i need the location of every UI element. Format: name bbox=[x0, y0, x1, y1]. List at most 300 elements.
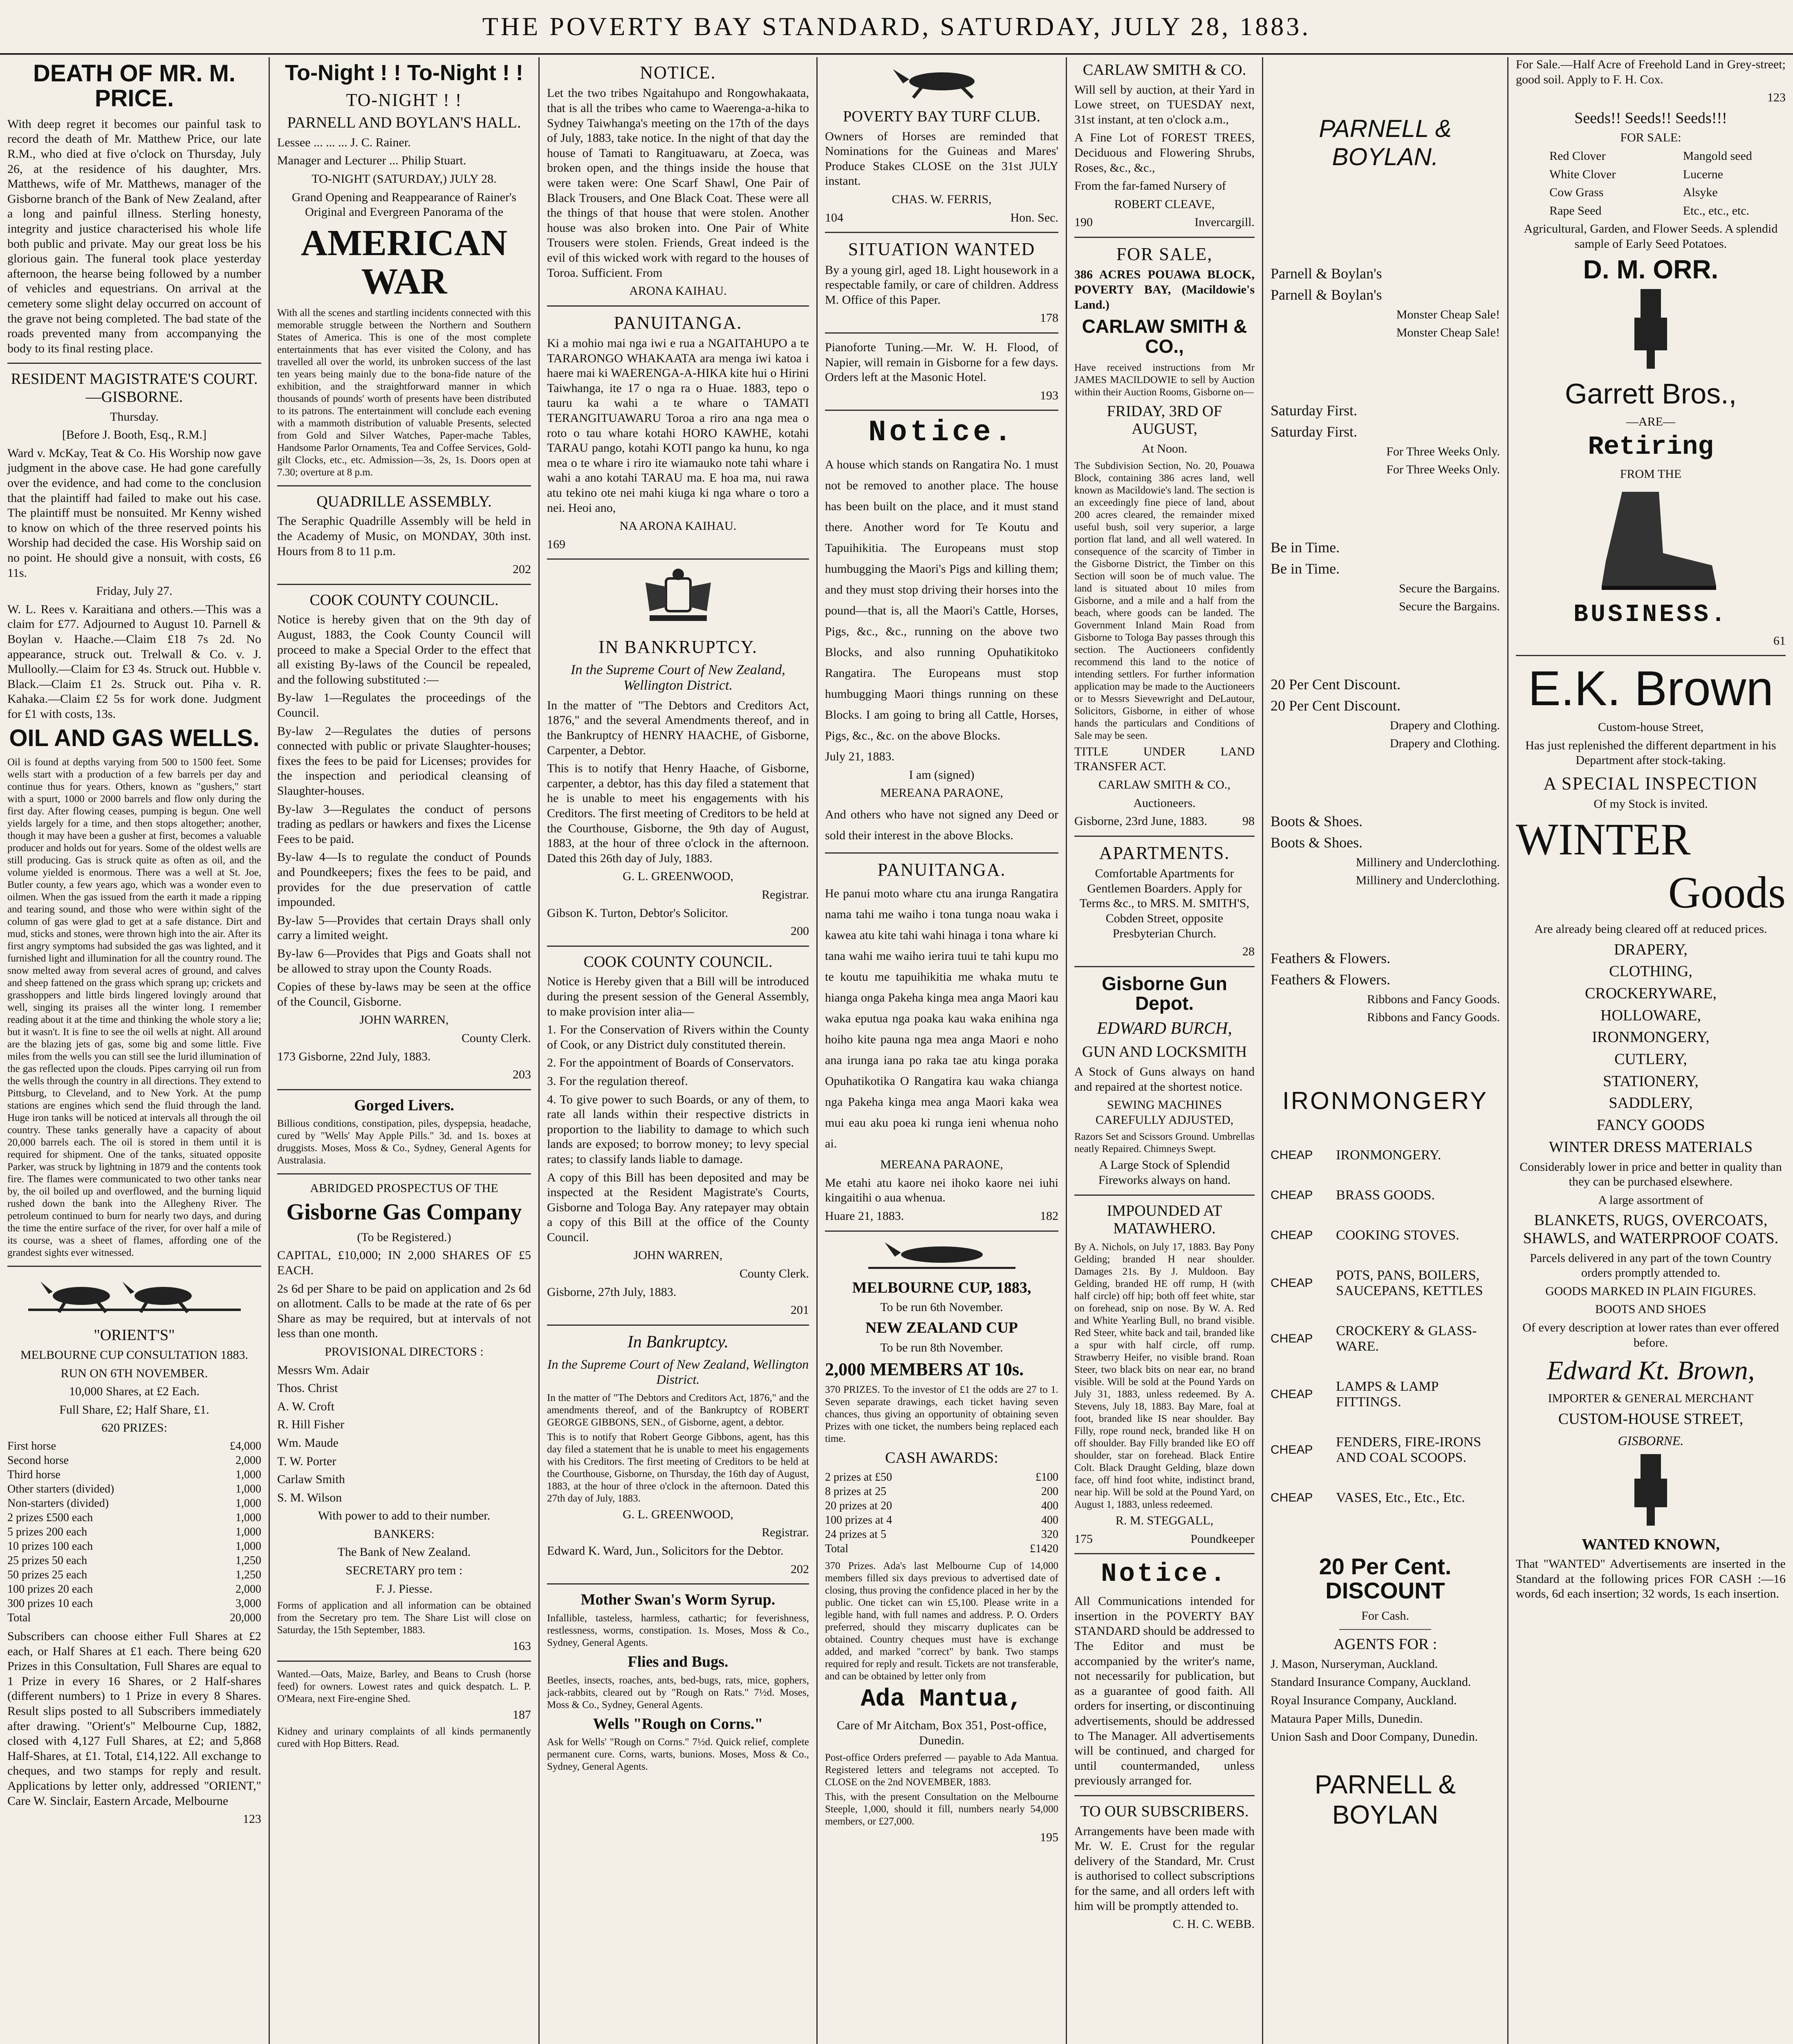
wanted-body: Wanted.—Oats, Maize, Barley, and Beans to Crush (horse feed) for owners. Lowest rates and quick despatch. L. P. O'Meara, next Fire-engine Shed. bbox=[277, 1668, 531, 1704]
cc2-item: 3. For the regulation thereof. bbox=[547, 1074, 688, 1088]
cheap-tag: CHEAP bbox=[1271, 1276, 1313, 1290]
prize-row-value: 1,250 bbox=[235, 1569, 261, 1582]
court-body: Ward v. McKay, Teat & Co. His Worship now gave judgment in the above case. He had gone carefully over the evidence, and had come to the conclusion that the plaintiff had failed to make out his case. The plaintiff must be nonsuited. Mr Kenny wished to know on which of the three reserved points his Worship had decided the case. His Worship said on no point. He should give a nonsuit, with costs, £6 11s. bbox=[7, 446, 261, 580]
prize-row-label: 100 prizes 20 each bbox=[7, 1583, 93, 1596]
subscribers-heading: TO OUR SUBSCRIBERS. bbox=[1080, 1803, 1249, 1820]
carlaw3: CARLAW SMITH & CO., bbox=[1098, 778, 1230, 791]
gun-razors: Razors Set and Scissors Ground. Umbrellas neatly Repaired. Chimneys Swept. bbox=[1074, 1131, 1255, 1155]
cheap-tag: CHEAP bbox=[1271, 1228, 1313, 1242]
cheap-row bbox=[1271, 1148, 1500, 1163]
cc-copies: Copies of these by-laws may be seen at the office of the Council, Gisborne. bbox=[277, 980, 531, 1009]
gas-power: With power to add to their number. bbox=[318, 1509, 491, 1523]
pointing-hand-icon bbox=[1516, 289, 1786, 375]
cheap-row bbox=[1271, 1434, 1500, 1466]
pb-line: Saturday First. bbox=[1271, 423, 1357, 440]
pb-sub: For Three Weeks Only. bbox=[1386, 444, 1500, 458]
director-name: Thos. Christ bbox=[277, 1381, 338, 1395]
wanted-body: That "WANTED" Advertisements are inserted in the Standard at the following prices FOR CASH :—16 words, 6d each insertion; 32 words, 1s each insertion. bbox=[1516, 1557, 1786, 1601]
seeds-heading: Seeds!! Seeds!! Seeds!!! bbox=[1574, 109, 1727, 127]
goods-item: STATIONERY, bbox=[1603, 1072, 1699, 1090]
cheap-tag: CHEAP bbox=[1271, 1148, 1313, 1162]
bylaw-list bbox=[277, 690, 531, 976]
situation-body: By a young girl, aged 18. Light housework in a respectable family, or care of children. Address M. Office of this Paper. bbox=[825, 263, 1058, 307]
bankruptcy-body: This is to notify that Henry Haache, of Gisborne, carpenter, a debtor, has this day filed a statement that he is unable to meet his engagements with his Creditors. The first meeting of Creditors to be held at the Courthouse, Gisborne, the 9th day of August, 1883, at the hour of three o'clock in the afternoon. Dated this 26th day of July, 1883. bbox=[547, 762, 809, 865]
manager: Manager and Lecturer ... Philip Stuart. bbox=[277, 154, 466, 168]
special-heading: A SPECIAL INSPECTION bbox=[1543, 773, 1758, 794]
carlaw-name: ROBERT CLEAVE, bbox=[1114, 197, 1215, 211]
cup-title: MELBOURNE CUP, 1883, bbox=[852, 1279, 1031, 1296]
prize-row-label: 10 prizes 100 each bbox=[7, 1540, 93, 1553]
ad-number: 178 bbox=[1040, 311, 1058, 325]
cc-heading: COOK COUNTY COUNCIL. bbox=[309, 591, 499, 609]
cheap-tag: CHEAP bbox=[1271, 1491, 1313, 1504]
prize-row bbox=[7, 1525, 261, 1539]
ad-number: 202 bbox=[791, 1562, 809, 1576]
pb-line: Parnell & Boylan's bbox=[1271, 286, 1382, 303]
seed-item: Mangold seed bbox=[1683, 149, 1752, 163]
cheap-item: POTS, PANS, BOILERS, SAUCEPANS, KETTLES bbox=[1336, 1268, 1483, 1298]
carlaw2-text: The Subdivision Section, No. 20, Pouawa Block, containing 386 acres land, well known as Macildowie's land. The section is an exceedingly fine piece of land, about 200 acres cleared, the remainder mixed useful bush, soil very superior, a large portion flat land, and all well watered. In consequence of the scarcity of Timber in the Gisborne District, the Timber on this Section will soon be of much value. The land is situated about 10 miles from Gisborne, and a mile and a half from the beach, where goods can be landed. The Government Inland Main Road from Gisborne to Tologa Bay passes through this section. The Auctioneers confidently recommend this land to the notice of intending settlers. For further information application may be made to the Auctioneers or to Messrs Sievewright and DeLautour, Solicitors, Gisborne, in either of whose hands the particulars and Conditions of Sale may be seen. bbox=[1074, 460, 1255, 741]
column-4 bbox=[818, 57, 1067, 2044]
replenished: Has just replenished the different department in his Department after stock-taking. bbox=[1525, 738, 1776, 767]
prize-row-value: 1,000 bbox=[235, 1511, 261, 1524]
pb-block bbox=[1271, 950, 1500, 1025]
pb-line: Boots & Shoes. bbox=[1271, 813, 1363, 829]
goods-heading: Goods bbox=[1668, 867, 1786, 917]
cash-row bbox=[825, 1499, 1058, 1513]
column-7 bbox=[1508, 57, 1793, 2044]
carlaw2-noon: At Noon. bbox=[1141, 442, 1188, 456]
ad-number: 193 bbox=[1040, 388, 1058, 402]
racehorse-icon bbox=[825, 63, 1058, 104]
turf-role: Hon. Sec. bbox=[1010, 211, 1058, 224]
carlaw2-date: FRIDAY, 3RD OF AUGUST, bbox=[1107, 402, 1222, 438]
ada-title: Ada Mantua, bbox=[861, 1685, 1023, 1714]
pb-sub: Millinery and Underclothing. bbox=[1356, 855, 1500, 869]
swan-heading: Mother Swan's Worm Syrup. bbox=[580, 1591, 775, 1609]
custom-house-2: CUSTOM-HOUSE STREET, bbox=[1558, 1410, 1744, 1428]
director-name: Carlaw Smith bbox=[277, 1472, 345, 1486]
cc-sign: JOHN WARREN, bbox=[359, 1013, 449, 1027]
impounded-heading: IMPOUNDED AT MATAWHERO. bbox=[1107, 1202, 1222, 1237]
court-body: W. L. Rees v. Karaitiana and others.—This was a claim for £77. Adjourned to August 10. Parnell & Boylan v. Haache.—Claim £18 7s 2d. No appearance, struck out. Trelwall & Co. v. J. Mulloolly.—Claim for £3 4s. Struck out. Hubble v. Black.—Claim £1 2s. Struck out. Piha v. R. Kahaka.—Claim £2 5s for work done. Judgment for £1 with costs, 13s. bbox=[7, 602, 261, 721]
gas-pre: ABRIDGED PROSPECTUS OF THE bbox=[310, 1181, 498, 1195]
subscribers-sign: C. H. C. WEBB. bbox=[1172, 1917, 1255, 1931]
carlaw2-heading: CARLAW SMITH & CO., bbox=[1082, 316, 1247, 357]
carlaw-heading: CARLAW SMITH & CO. bbox=[1083, 61, 1246, 78]
cash-row-label: 8 prizes at 25 bbox=[825, 1485, 887, 1498]
pb-block bbox=[1271, 539, 1500, 614]
column-2 bbox=[270, 57, 540, 2044]
ad-number: 203 bbox=[513, 1068, 531, 1082]
gas-bankers: BANKERS: bbox=[374, 1527, 435, 1541]
pb-block bbox=[1271, 402, 1500, 477]
column-5 bbox=[1067, 57, 1263, 2044]
opening-line: Grand Opening and Reappearance of Rainer's Original and Evergreen Panorama of the bbox=[291, 190, 517, 219]
pb-line: Be in Time. bbox=[1271, 539, 1340, 556]
pb-line: Feathers & Flowers. bbox=[1271, 950, 1390, 966]
bankruptcy-court: In the Supreme Court of New Zealand, Wellington District. bbox=[571, 662, 785, 693]
bankruptcy2-heading: In Bankruptcy. bbox=[627, 1332, 729, 1351]
agent-item: Mataura Paper Mills, Dunedin. bbox=[1271, 1712, 1423, 1726]
bylaw-item: By-law 3—Regulates the conduct of persons trading as pedlars or hawkers and fixes the License Fees to be paid. bbox=[277, 802, 531, 846]
gas-bank: The Bank of New Zealand. bbox=[337, 1545, 471, 1559]
ad-number: 28 bbox=[1242, 945, 1255, 959]
orients-prizes: 620 PRIZES: bbox=[101, 1421, 167, 1435]
gas-directors-title: PROVISIONAL DIRECTORS : bbox=[325, 1345, 484, 1358]
cash-row-label: Total bbox=[825, 1542, 849, 1555]
carlaw-body: Will sell by auction, at their Yard in Lowe street, on TUESDAY next, 31st instant, at ten o'clock a.m., bbox=[1074, 83, 1255, 126]
cc2-role: County Clerk. bbox=[740, 1267, 809, 1281]
quadrille-body: The Seraphic Quadrille Assembly will be held in the Academy of Music, on MONDAY, 30th inst. Hours from 8 to 11 p.m. bbox=[277, 514, 531, 558]
cash-awards-table bbox=[825, 1470, 1058, 1556]
boot-icon bbox=[1516, 488, 1786, 598]
prize-row-label: Third horse bbox=[7, 1468, 61, 1481]
court-before: [Before J. Booth, Esq., R.M.] bbox=[62, 428, 207, 442]
cash-awards-title: CASH AWARDS: bbox=[885, 1449, 998, 1466]
prize-row bbox=[7, 1582, 261, 1596]
lessee: Lessee ... ... ... J. C. Rainer. bbox=[277, 135, 411, 149]
prize-row-label: 300 prizes 10 each bbox=[7, 1597, 93, 1610]
panuitanga-body: He panui moto whare ctu ana irunga Rangatira nama tahi me waiho i tona tunga noau waka i kawea atu kite tahi wahi hinaga i tona whare ki tana wahi me waiho ierira tuui te tahi kupu mo te koutu me tapuihikitia me whaka mutu te hianga onga Pakeha kinga mea anga Maori kau waka eputua nga poaka kau waka enihina nga hoiho kite pauna nga mea anga Maori e noho ana irunga iana po raka tae atu kinga poraka Opuhatikotika O Rangatira kau waka chianga nga Pakeha kinga mea anga Maori kaka wea mui eau aku poea ki runga ieni whenua noho ai. bbox=[825, 887, 1058, 1151]
column-1 bbox=[0, 57, 270, 2044]
cc2-copy: A copy of this Bill has been deposited and may be inspected at the Resident Magistrate's Courts, Gisborne and Tologa Bay. Any ratepayer may obtain a copy of this Bill at the office of the County Council. bbox=[547, 1170, 809, 1244]
cheap-tag: CHEAP bbox=[1271, 1443, 1313, 1457]
boots-heading: BOOTS AND SHOES bbox=[1595, 1302, 1706, 1316]
ada-body: Post-office Orders preferred — payable to Ada Mantua. Registered letters and telegrams not accepted. To CLOSE on the 2nd NOVEMBER, 1883. bbox=[825, 1752, 1058, 1788]
cash-row bbox=[825, 1470, 1058, 1484]
bankruptcy2-court: In the Supreme Court of New Zealand, Wellington District. bbox=[547, 1356, 809, 1387]
cash-row bbox=[825, 1527, 1058, 1542]
coat-of-arms-icon bbox=[547, 566, 809, 632]
livers-body: Billious conditions, constipation, piles, dyspepsia, headache, cured by "Wells' May Apple Pills." 3d. and 1s. boxes at druggists. Moses, Moss & Co., Sydney, General Agents for Australasia. bbox=[277, 1118, 531, 1166]
custom-house: Custom-house Street, bbox=[1598, 720, 1704, 734]
agent-item: Union Sash and Door Company, Dunedin. bbox=[1271, 1730, 1478, 1744]
racehorse-icon bbox=[825, 1238, 1058, 1275]
prize-row bbox=[7, 1439, 261, 1453]
goods-item: CUTLERY, bbox=[1614, 1051, 1687, 1068]
agents-heading: AGENTS FOR : bbox=[1333, 1636, 1437, 1653]
gun-trade: GUN AND LOCKSMITH bbox=[1082, 1043, 1247, 1061]
pb-sub: Secure the Bargains. bbox=[1399, 581, 1500, 595]
panuitanga-heading: PANUITANGA. bbox=[877, 859, 1006, 880]
war-body: With all the scenes and startling incidents connected with this memorable struggle between the Northern and Southern States of America. This is one of the most complete entertainments that has ever visited the Colony, and has travelled all over the world, its unbroken success of the last ten years being mainly due to the bona-fide nature of the exhibition, and the straightforward manner in which thousands of pounds' worth of presents have been distributed to its patrons. The entertainment will conclude each evening with a mammoth distribution of valuable Presents, selected from Gold and Silver Watches, Paper-mache Tables, Handsome Parlor Ornaments, Tea and Coffee Services, Gold-gilt Clocks, etc., etc. Admission—3s, 2s, 1s. Doors open at 7.30; overture at 8 p.m. bbox=[277, 307, 531, 478]
pb-line: Saturday First. bbox=[1271, 402, 1357, 419]
cc2-heading: COOK COUNTY COUNCIL. bbox=[583, 953, 773, 970]
prize-row-label: First horse bbox=[7, 1440, 56, 1453]
prize-row-label: 5 prizes 200 each bbox=[7, 1526, 87, 1539]
panuitanga-body: Ki a mohio mai nga iwi e rua a NGAITAHUPO a te TARARONGO WHAKAATA ara menga iwi katoa i haere mai ki WAERENGA-A-HIKA kite hui o Hirini Taiwhanga, ite 17 o nga ra o Huae. 1883, tepo o tauru ka wahi a te whare o TAMATI TERANGITUAWARU Toroa a riro ana nga mea o roto o tau whare kotahi HORO KAWHE, kotahi TARAU pango, kotahi KOTI pango ka hunu, ko nga mea o te whare i riro ite wiamauko note tahi whare i wahi a ano kotahi TARAU ma. E hoa ma, nui rawa atu tekino ote nei mahi kiuga ki nga whare o toro a nei. Heoi ano, bbox=[547, 336, 809, 515]
wanted-heading: WANTED KNOWN, bbox=[1582, 1535, 1720, 1553]
prize-row bbox=[7, 1539, 261, 1553]
cash-row-label: 24 prizes at 5 bbox=[825, 1528, 887, 1541]
hall-name: PARNELL AND BOYLAN'S HALL. bbox=[287, 114, 521, 132]
notice-heading: Notice. bbox=[1101, 1560, 1228, 1589]
cc-role: County Clerk. bbox=[462, 1031, 531, 1045]
turf-heading: POVERTY BAY TURF CLUB. bbox=[843, 108, 1040, 125]
gas-forms: Forms of application and all information can be obtained from the Secretary pro tem. The Share List will close on Saturday, the 15th September, 1883. bbox=[277, 1600, 531, 1636]
panuitanga-sign: NA ARONA KAIHAU. bbox=[619, 519, 737, 533]
prize-row-value: 1,000 bbox=[235, 1540, 261, 1553]
goods-list bbox=[1516, 941, 1786, 1134]
notice-heading: NOTICE. bbox=[640, 63, 716, 83]
carlaw3-date: Gisborne, 23rd June, 1883. bbox=[1074, 814, 1207, 828]
goods-item: SADDLERY, bbox=[1609, 1094, 1693, 1112]
pb-line: Feathers & Flowers. bbox=[1271, 971, 1390, 988]
livers-heading: Gorged Livers. bbox=[354, 1096, 454, 1114]
orients-title: "ORIENT'S" bbox=[94, 1327, 175, 1344]
bankruptcy-matter: In the matter of "The Debtors and Creditors Act, 1876," and the several Amendments thereof, and in the Bankruptcy of HENRY HAACHE, of Gisborne, Carpenter, a Debtor. bbox=[547, 698, 809, 757]
sale-body: 386 ACRES POUAWA BLOCK, POVERTY BAY, (Macildowie's Land.) bbox=[1074, 268, 1255, 312]
cash-row bbox=[825, 1513, 1058, 1527]
bankruptcy2-solicitor: Edward K. Ward, Jun., Solicitors for the Debtor. bbox=[547, 1544, 784, 1558]
bylaw-item: By-law 1—Regulates the proceedings of the Council. bbox=[277, 691, 531, 720]
are-label: —ARE— bbox=[1626, 415, 1675, 429]
pb-sub: Monster Cheap Sale! bbox=[1396, 326, 1500, 340]
bylaw-item: By-law 2—Regulates the duties of persons connected with public or private Slaughter-houses; fixes the fees to be paid for Licenses; provides for the inspection and periodical cleansing of Slaughter-houses. bbox=[277, 724, 531, 798]
gun-heading: Gisborne Gun Depot. bbox=[1102, 973, 1227, 1014]
cheap-row bbox=[1271, 1188, 1500, 1203]
court-heading: RESIDENT MAGISTRATE'S COURT.—GISBORNE. bbox=[11, 370, 258, 406]
cup-run: To be run 8th November. bbox=[880, 1340, 1003, 1354]
seed-item: Alsyke bbox=[1683, 186, 1718, 199]
cheap-tag: CHEAP bbox=[1271, 1387, 1313, 1401]
pb-footer: PARNELL & BOYLAN bbox=[1314, 1769, 1456, 1829]
cc-body: Notice is hereby given that on the 9th day of August, 1883, the Cook County Council will proceed to make a Special Order to the effect that all existing By-laws of the Council be repealed, and the following substituted :— bbox=[277, 613, 531, 686]
cheap-row bbox=[1271, 1228, 1500, 1243]
ad-number: 123 bbox=[1767, 91, 1786, 105]
cash-row-label: 20 prizes at 20 bbox=[825, 1499, 892, 1513]
prize-row-label: Second horse bbox=[7, 1454, 69, 1467]
prize-row-label: Other starters (divided) bbox=[7, 1483, 114, 1496]
ad-number: 200 bbox=[791, 924, 809, 938]
gas-body: 2s 6d per Share to be paid on application and 2s 6d on allotment. Calls to be made at the rate of 6s per Share as may be required, but at intervals of not less than one month. bbox=[277, 1282, 531, 1340]
bankruptcy-heading: IN BANKRUPTCY. bbox=[598, 637, 758, 657]
masthead: THE POVERTY BAY STANDARD, SATURDAY, JULY 28, 1883. bbox=[0, 0, 1793, 55]
american-war-title: AMERICAN WAR bbox=[301, 222, 507, 302]
tonight-date: TO-NIGHT (SATURDAY,) JULY 28. bbox=[312, 172, 497, 186]
large-assortment: A large assortment of bbox=[1598, 1193, 1703, 1207]
ad-number: 163 bbox=[513, 1639, 531, 1653]
gas-capital: CAPITAL, £10,000; IN 2,000 SHARES OF £5 EACH. bbox=[277, 1248, 531, 1277]
goods-item: DRAPERY, bbox=[1614, 941, 1688, 958]
prize-row bbox=[7, 1511, 261, 1525]
cup-run: To be run 6th November. bbox=[880, 1300, 1003, 1314]
from-label: FROM THE bbox=[1620, 467, 1682, 481]
prize-row-label: Total bbox=[7, 1611, 31, 1625]
prize-row-label: 2 prizes £500 each bbox=[7, 1511, 93, 1524]
prize-row bbox=[7, 1568, 261, 1582]
goods-item: FANCY GOODS bbox=[1596, 1116, 1705, 1134]
gas-sec: SECRETARY pro tem : bbox=[345, 1564, 463, 1578]
cheap-tag: CHEAP bbox=[1271, 1188, 1313, 1202]
cheap-item: IRONMONGERY. bbox=[1336, 1148, 1441, 1163]
cc-place: 173 Gisborne, 22nd July, 1883. bbox=[277, 1049, 431, 1063]
carlaw-from: From the far-famed Nursery of bbox=[1074, 179, 1226, 193]
ad-number: 169 bbox=[547, 537, 565, 551]
swan-body: Infallible, tasteless, harmless, cathartic; for feverishness, restlessness, worms, constipation. 1s. Moses, Moss & Co., Sydney, General Agents. bbox=[547, 1612, 809, 1648]
prize-row-label: 25 prizes 50 each bbox=[7, 1554, 87, 1567]
discount-sub: For Cash. bbox=[1361, 1609, 1409, 1623]
cheap-row bbox=[1271, 1490, 1500, 1506]
prize-row-value: 1,000 bbox=[235, 1526, 261, 1539]
bankruptcy2-sign: G. L. GREENWOOD, bbox=[623, 1507, 733, 1521]
prize-row-value: 1,000 bbox=[235, 1468, 261, 1481]
panuitanga-heading: PANUITANGA. bbox=[614, 312, 742, 333]
winter-dress-body: Considerably lower in price and better in quality than they can be purchased elsewhere. bbox=[1520, 1160, 1782, 1189]
turf-body: Owners of Horses are reminded that Nominations for the Guineas and Mares' Produce Stakes CLOSE on the 31st JULY instant. bbox=[825, 129, 1058, 188]
notice-body: Let the two tribes Ngaitahupo and Rongowhakaata, that is all the tribes who came to Waerenga-a-hika to Sydney Taiwhanga's meeting on the 17th of the days of July, 1883, take notice. In the night of that day the house of Tamati to Rangituawaru, at Zoeca, was broken open, and the things inside the house that were taken were: One Scarf Shawl, One Pair of Black Trousers, and One Black Coat. These were all the things of that house that were stolen. Another house was also broken into. One Pair of White Trousers were stolen. Friends, Great indeed is the evil of this wicked work with regard to the houses of Toroa. Sufficient. From bbox=[547, 86, 809, 280]
cash-row-value: £1420 bbox=[1030, 1542, 1058, 1555]
cash-row-value: 400 bbox=[1041, 1499, 1058, 1513]
cc2-sign: JOHN WARREN, bbox=[633, 1248, 723, 1262]
goods-item: CLOTHING, bbox=[1609, 963, 1692, 980]
notice-sign: MEREANA PARAONE, bbox=[880, 786, 1003, 800]
retiring-heading: Retiring bbox=[1588, 432, 1714, 462]
agent-item: Standard Insurance Company, Auckland. bbox=[1271, 1675, 1471, 1689]
notice-signed: I am (signed) bbox=[909, 768, 975, 782]
director-name: R. Hill Fisher bbox=[277, 1418, 345, 1432]
importer: IMPORTER & GENERAL MERCHANT bbox=[1548, 1392, 1754, 1405]
turf-sign: CHAS. W. FERRIS, bbox=[892, 193, 992, 206]
ad-number: 61 bbox=[1773, 634, 1786, 648]
pointing-hand-icon bbox=[1516, 1454, 1786, 1532]
cc2-item: 4. To give power to such Boards, or any of them, to rate all lands within their respective districts in proportion to the liability to damage to which such lands are exposed; to borrow money; to levy special rates; to classify lands liable to damage. bbox=[547, 1092, 809, 1166]
seeds-table bbox=[1516, 149, 1786, 222]
prize-row-value: 2,000 bbox=[235, 1454, 261, 1467]
agent-item: J. Mason, Nurseryman, Auckland. bbox=[1271, 1657, 1438, 1671]
bylaw-item: By-law 5—Provides that certain Drays shall only carry a limited weight. bbox=[277, 913, 531, 942]
ad-number: 195 bbox=[1040, 1830, 1058, 1844]
impounded-sign: R. M. STEGGALL, bbox=[1115, 1513, 1214, 1527]
pb-sub: For Three Weeks Only. bbox=[1386, 463, 1500, 477]
prize-row-label: 50 prizes 25 each bbox=[7, 1569, 87, 1582]
ad-number: 202 bbox=[513, 563, 531, 576]
discount-heading: 20 Per Cent. DISCOUNT bbox=[1319, 1553, 1452, 1603]
cash-row-value: 320 bbox=[1041, 1528, 1058, 1541]
goods-item: CROCKERYWARE, bbox=[1585, 985, 1717, 1002]
gun-name: EDWARD BURCH, bbox=[1097, 1019, 1232, 1038]
ada-address: Care of Mr Aitcham, Box 351, Post-office, Dunedin. bbox=[836, 1719, 1047, 1748]
bylaw-item: By-law 6—Provides that Pigs and Goats shall not be allowed to stray upon the County Roads. bbox=[277, 946, 531, 975]
prize-row-value: 1,250 bbox=[235, 1554, 261, 1567]
orients-full: Full Share, £2; Half Share, £1. bbox=[59, 1403, 209, 1416]
gisborne: GISBORNE. bbox=[1618, 1433, 1684, 1448]
cash-row bbox=[825, 1542, 1058, 1556]
prize-row-value: 20,000 bbox=[230, 1611, 261, 1625]
ad-number: 123 bbox=[243, 1812, 261, 1826]
bankruptcy2-body: This is to notify that Robert George Gibbons, agent, has this day filed a statement that he is unable to meet his engagements with his Creditors. The first meeting of Creditors to be held at the Courthouse, Gisborne, on Thursday, the 16th day of August, 1883, at the hour of three o'clock in the afternoon. Dated this 27th day of July, 1883. bbox=[547, 1431, 809, 1504]
prize-table bbox=[7, 1439, 261, 1625]
pb-sub: Secure the Bargains. bbox=[1399, 600, 1500, 614]
cash-row-value: 200 bbox=[1041, 1485, 1058, 1498]
pb-line: Be in Time. bbox=[1271, 560, 1340, 577]
impounded-footer bbox=[1074, 1532, 1255, 1547]
cash-row-value: 400 bbox=[1041, 1514, 1058, 1527]
pb-sub: Ribbons and Fancy Goods. bbox=[1367, 1011, 1500, 1024]
pb-heading: PARNELL & BOYLAN. bbox=[1319, 115, 1452, 170]
pb-sub: Ribbons and Fancy Goods. bbox=[1367, 992, 1500, 1006]
cheap-item: FENDERS, FIRE-IRONS AND COAL SCOOPS. bbox=[1336, 1434, 1481, 1465]
court-day: Friday, July 27. bbox=[96, 584, 173, 598]
pb-blocks bbox=[1271, 265, 1500, 1025]
cup-members: 2,000 MEMBERS AT 10s. bbox=[825, 1359, 1024, 1380]
bankruptcy-solicitor: Gibson K. Turton, Debtor's Solicitor. bbox=[547, 906, 728, 920]
prize-row-value: 2,000 bbox=[235, 1583, 261, 1596]
director-name: A. W. Croft bbox=[277, 1399, 335, 1413]
pb-line: Parnell & Boylan's bbox=[1271, 265, 1382, 282]
prize-row-value: 1,000 bbox=[235, 1483, 261, 1496]
cc2-item: 1. For the Conservation of Rivers within the County of Cook, or any District duly constituted therein. bbox=[547, 1023, 809, 1051]
prize-row bbox=[7, 1553, 261, 1568]
cash-row-label: 100 prizes at 4 bbox=[825, 1514, 892, 1527]
cheap-item: LAMPS & LAMP FITTINGS. bbox=[1336, 1379, 1439, 1410]
panuitanga-sign: MEREANA PARAONE, bbox=[880, 1158, 1003, 1172]
flies-heading: Flies and Bugs. bbox=[628, 1653, 728, 1670]
plain-figures: GOODS MARKED IN PLAIN FIGURES. bbox=[1545, 1284, 1756, 1298]
seed-item: White Clover bbox=[1549, 167, 1616, 181]
ad-number: 175 bbox=[1074, 1532, 1093, 1546]
director-name: T. W. Porter bbox=[277, 1454, 336, 1468]
orients-run: RUN ON 6TH NOVEMBER. bbox=[61, 1366, 208, 1380]
ad-number: 98 bbox=[1242, 814, 1255, 828]
cash-row bbox=[825, 1484, 1058, 1499]
pb-line: Boots & Shoes. bbox=[1271, 834, 1363, 851]
seeds-sale: FOR SALE: bbox=[1620, 131, 1681, 145]
piano-body: Pianoforte Tuning.—Mr. W. H. Flood, of Napier, will remain in Gisborne for a few days. Orders left at the Masonic Hotel. bbox=[825, 341, 1058, 384]
carlaw3-footer bbox=[1074, 814, 1255, 829]
gas-title: Gisborne Gas Company bbox=[286, 1199, 522, 1225]
prize-row bbox=[7, 1611, 261, 1625]
impounded-body: By A. Nichols, on July 17, 1883. Bay Pony Gelding; branded H near shoulder. Damages 21s. By J. Muldoon. Bay Gelding, branded HE off rump, H (with half circle) off hip; both off feet white, star on forehead, snip on nose. By W. A. Red and White Yearling Bull, no brand visible. Red Steer, white back and tail, branded like a spur with half circle, off rump. Strawberry Heifer, no visible brand. Roan Steer, two black bits on near ear, no brand visible. Will be sold at the Pound Yards on July 31, 1883, unless redeemed. By A. Stevens, July 18, 1883. Bay Mare, foal at foot, branded like IS near shoulder. Bay Filly, rope round neck, branded like H on off shoulder. Bay Filly branded like EO off shoulder, star on forehead. Black Entire Colt. Black Draught Gelding, blaze down face, off hind foot white, indistinct brand, near hip. Will be sold at the Pound Yard, on August 1, 1883, unless redeemed. bbox=[1074, 1241, 1255, 1510]
impounded-role: Poundkeeper bbox=[1190, 1532, 1255, 1546]
pb-sub: Monster Cheap Sale! bbox=[1396, 307, 1500, 321]
gun-sewing: SEWING MACHINES CAREFULLY ADJUSTED, bbox=[1095, 1098, 1234, 1127]
seeds-right bbox=[1683, 149, 1752, 222]
prize-row-value: £4,000 bbox=[230, 1440, 261, 1453]
carlaw2-body: Have received instructions from Mr JAMES MACILDOWIE to sell by Auction within their Auction Rooms, Gisborne on— bbox=[1074, 362, 1255, 398]
seeds-left bbox=[1549, 149, 1616, 222]
notice-body: All Communications intended for insertion in the POVERTY BAY STANDARD should be addressed to The Editor and must be accompanied by the writer's name, not necessarily for publication, but as a guarantee of good faith. All orders for inserting, or discontinuing advertisements, should be addressed to The Manager. All advertisements will be continued, and charged for until countermanded, unless previously arranged for. bbox=[1074, 1594, 1255, 1788]
cheap-item: VASES, Etc., Etc., Etc. bbox=[1336, 1490, 1465, 1505]
notice-tail: And others who have not signed any Deed or sold their interest in the above Blocks. bbox=[825, 807, 1058, 842]
auctioneers: Auctioneers. bbox=[1133, 796, 1196, 810]
carlaw-lot: A Fine Lot of FOREST TREES, Deciduous and Flowering Shrubs, Roses, &c., &c., bbox=[1074, 131, 1255, 175]
sale-body: For Sale.—Half Acre of Freehold Land in Grey-street; good soil. Apply to F. H. Cox. bbox=[1516, 58, 1786, 86]
gas-reg: (To be Registered.) bbox=[357, 1230, 451, 1244]
agent-item: Royal Insurance Company, Auckland. bbox=[1271, 1694, 1457, 1708]
gun-body: A Stock of Guns always on hand and repaired at the shortest notice. bbox=[1074, 1065, 1255, 1094]
cc2-body: Notice is Hereby given that a Bill will be introduced during the present session of the General Assembly, to make provision inter alia— bbox=[547, 975, 809, 1018]
cheap-row bbox=[1271, 1323, 1500, 1354]
subscribers-body: Arrangements have been made with Mr. W. E. Crust for the regular delivery of the Standard, Mr. Crust is authorised to collect subscriptions for the same, and all orders left with him will be promptly attended to. bbox=[1074, 1824, 1255, 1913]
flies-body: Beetles, insects, roaches, ants, bed-bugs, rats, mice, gophers, jack-rabbits, cleared out by "Rough on Rats." 7½d. Moses, Moss & Co., Sydney, General Agents. bbox=[547, 1674, 809, 1710]
garrett-heading: Garrett Bros., bbox=[1564, 377, 1737, 410]
director-name: Messrs Wm. Adair bbox=[277, 1363, 370, 1377]
ad-number: 182 bbox=[1040, 1209, 1058, 1223]
bankruptcy2-role: Registrar. bbox=[762, 1526, 809, 1540]
ada-tail: This, with the present Consultation on the Melbourne Steeple, 1,000, should it fill, numbers nearly 54,000 members, or £27,000. bbox=[825, 1791, 1058, 1827]
prize-row-label: Non-starters (divided) bbox=[7, 1497, 109, 1510]
cash-row-value: £100 bbox=[1035, 1471, 1058, 1484]
column-6 bbox=[1263, 57, 1508, 2044]
edward-heading: Edward Kt. Brown, bbox=[1546, 1356, 1755, 1386]
seed-item: Red Clover bbox=[1549, 149, 1606, 163]
notice-sign: ARONA KAIHAU. bbox=[629, 284, 727, 298]
panuitanga-tail: Me etahi atu kaore nei ihoko kaore nei iuhi kingaitihi o aua whenua. bbox=[825, 1176, 1058, 1205]
pb-block bbox=[1271, 813, 1500, 888]
cheap-item: CROCKERY & GLASS-WARE. bbox=[1336, 1323, 1477, 1354]
